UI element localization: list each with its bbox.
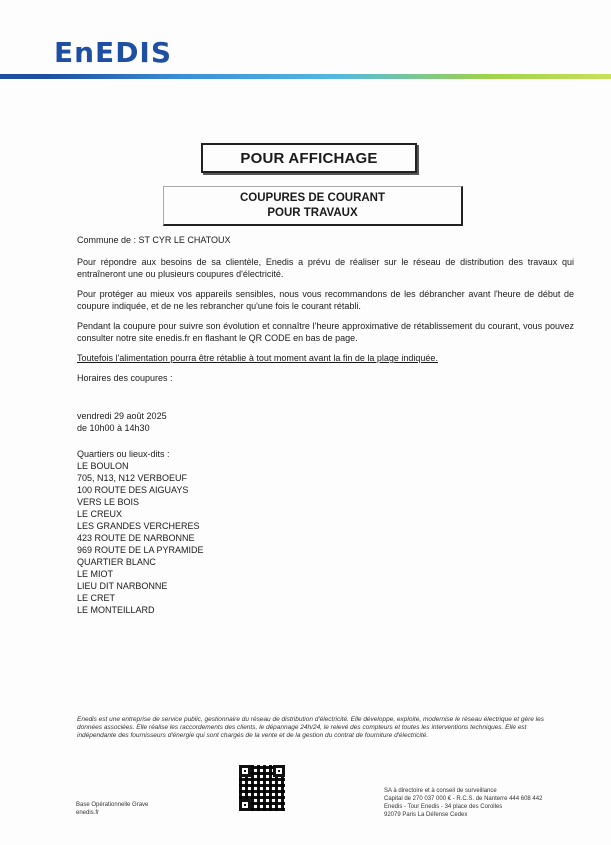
qr-finder-icon	[239, 765, 251, 777]
qr-finder-icon	[239, 799, 251, 811]
footer-website: enedis.fr	[76, 810, 100, 816]
list-item: LE CREUX	[77, 509, 123, 519]
paragraph-4: Toutefois l'alimentation pourra être rétablie à tout moment avant la fin de la plage indiquée.	[77, 353, 438, 363]
quartiers-list	[77, 460, 574, 616]
footer-company-line-1: SA à directoire et à conseil de surveillance	[384, 788, 497, 794]
subtitle-line-2: POUR TRAVAUX	[267, 207, 358, 219]
quartiers-label: Quartiers ou lieux-dits :	[77, 449, 170, 459]
list-item: 423 ROUTE DE NARBONNE	[77, 533, 195, 543]
coupure-date: vendredi 29 août 2025	[77, 411, 167, 421]
coupure-time: de 10h00 à 14h30	[77, 423, 150, 433]
qr-finder-icon	[273, 765, 285, 777]
footer-company-line-4: 92079 Paris La Défense Cedex	[384, 812, 468, 818]
list-item: 100 ROUTE DES AIGUAYS	[77, 485, 189, 495]
footer-right	[384, 787, 574, 819]
list-item: LE CRET	[77, 593, 116, 603]
list-item: LES GRANDES VERCHERES	[77, 521, 200, 531]
list-item: 705, N13, N12 VERBOEUF	[77, 473, 188, 483]
brand-color-stripe	[0, 74, 611, 79]
paragraph-1: Pour répondre aux besoins de sa clientèle, Enedis a prévu de réaliser sur le réseau de distribution des travaux qui entraîneront une ou plusieurs coupures d'électricité.	[77, 257, 574, 279]
horaires-label: Horaires des coupures :	[77, 373, 173, 383]
enedis-logo: EnEDIS	[54, 36, 173, 69]
footer-company-line-3: Enedis - Tour Enedis - 34 place des Corolles	[384, 804, 503, 810]
footer-company-line-2: Capital de 270 037 000 € - R.C.S. de Nanterre 444 608 442	[384, 796, 543, 802]
paragraph-3: Pendant la coupure pour suivre son évolution et connaître l'heure approximative de rétablissement du courant, vous pouvez consulter notre site enedis.fr en flashant le QR CODE en bas de page.	[77, 321, 574, 343]
commune: Commune de : ST CYR LE CHATOUX	[77, 235, 231, 245]
list-item: LE BOULON	[77, 461, 129, 471]
subtitle-box	[163, 186, 463, 226]
legal-footer: Enedis est une entreprise de service public, gestionnaire du réseau de distribution d'électricité. Elle développe, exploite, modernise le réseau électrique et gère les données associées. Elle réalise les raccordements des clients, le dépannage 24h/24, le relevé des compteurs et toutes les interventions techniques. Elle est indépendante des fournisseurs d'énergie qui sont chargés de la vente et de la gestion du contrat de fourniture d'électricité.	[77, 716, 544, 739]
list-item: LE MIOT	[77, 569, 114, 579]
notice-body	[77, 234, 574, 616]
list-item: QUARTIER BLANC	[77, 557, 156, 567]
paragraph-2: Pour protéger au mieux vos appareils sensibles, nous vous recommandons de les débrancher avant l'heure de début de coupure indiquée, et de ne les rebrancher qu'une fois le courant rétabli.	[77, 289, 574, 311]
list-item: 969 ROUTE DE LA PYRAMIDE	[77, 545, 204, 555]
footer-site-name: Base Opérationnelle Grave	[76, 802, 149, 808]
list-item: LIEU DIT NARBONNE	[77, 581, 168, 591]
qr-code-icon[interactable]	[239, 765, 285, 811]
footer-left	[76, 801, 148, 817]
page-title: POUR AFFICHAGE	[201, 143, 417, 173]
subtitle-line-1: COUPURES DE COURANT	[239, 192, 386, 204]
list-item: VERS LE BOIS	[77, 497, 140, 507]
list-item: LE MONTEILLARD	[77, 605, 155, 615]
